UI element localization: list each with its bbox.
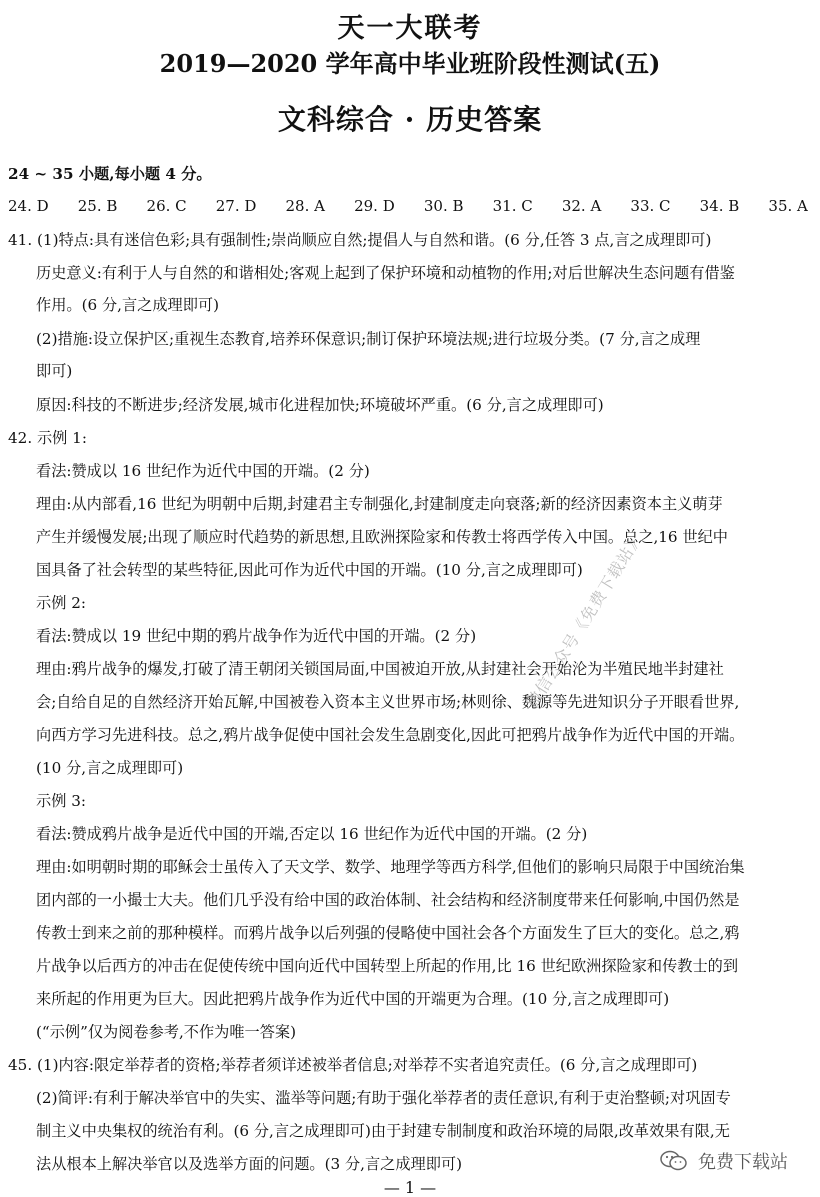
q42-line: 看法:赞成以 16 世纪作为近代中国的开端。(2 分) <box>36 462 370 480</box>
answer-30: 30. B <box>423 197 464 215</box>
q42-line: 理由:如明朝时期的耶稣会士虽传入了天文学、数学、地理学等西方科学,但他们的影响只局限于中国统治集 <box>36 858 745 876</box>
exam-title: 2019—2020 学年高中毕业班阶段性测试(五) <box>159 49 661 78</box>
q42-line: 会;自给自足的自然经济开始瓦解,中国被卷入资本主义世界市场;林则徐、魏源等先进知识分子开眼看世界, <box>36 693 740 711</box>
exam-organizer-title: 天一大联考 <box>337 13 483 44</box>
answer-26: 26. C <box>146 197 187 215</box>
q42-line: 理由:鸦片战争的爆发,打破了清王朝闭关锁国局面,中国被迫开放,从封建社会开始沦为半殖民地半封建社 <box>36 660 724 678</box>
q42-line: 理由:从内部看,16 世纪为明朝中后期,封建君主专制强化,封建制度走向衰落;新的经济因素资本主义萌芽 <box>36 495 723 513</box>
answer-31: 31. C <box>492 197 533 215</box>
answer-24: 24. D <box>8 197 49 215</box>
q41-line: 作用。(6 分,言之成理即可) <box>36 296 220 314</box>
q42-line: 示例 3: <box>36 792 86 810</box>
q42-line: 产生并缓慢发展;出现了顺应时代趋势的新思想,且欧洲探险家和传教士将西学传入中国。总之,16 世纪中 <box>36 528 728 546</box>
q42-line: 示例 2: <box>36 594 86 612</box>
q45-line: 法从根本上解决举官以及选举方面的问题。(3 分,言之成理即可) <box>36 1155 463 1173</box>
footer-logo <box>660 1148 788 1174</box>
q42-line: (10 分,言之成理即可) <box>36 759 184 777</box>
q42-line: 团内部的一小撮士大夫。他们几乎没有给中国的政治体制、社会结构和经济制度带来任何影响,中国仍然是 <box>36 891 740 909</box>
q42-line: 看法:赞成鸦片战争是近代中国的开端,否定以 16 世纪作为近代中国的开端。(2 分) <box>36 825 588 843</box>
q42-line: 国具备了社会转型的某些特征,因此可作为近代中国的开端。(10 分,言之成理即可) <box>36 561 583 579</box>
q45-line: (2)简评:有利于解决举官中的失实、滥举等问题;有助于强化举荐者的责任意识,有利于吏治整顿;对巩固专 <box>36 1089 731 1107</box>
diagonal-watermark: 微信公众号《免费下载站》 <box>522 528 647 712</box>
choice-answer-row <box>8 196 808 216</box>
answer-35: 35. A <box>768 197 808 215</box>
q42-line: 传教士到来之前的那种模样。而鸦片战争以后列强的侵略使中国社会各个方面发生了巨大的变化。总之,鸦 <box>36 924 740 942</box>
q41-line: 历史意义:有利于人与自然的和谐相处;客观上起到了保护环境和动植物的作用;对后世解决生态问题有借鉴 <box>36 264 735 282</box>
q42-line: 向西方学习先进科技。总之,鸦片战争促使中国社会发生急剧变化,因此可把鸦片战争作为近代中国的开端。 <box>36 726 745 744</box>
answer-25: 25. B <box>77 197 118 215</box>
q41-line: 41. (1)特点:具有迷信色彩;具有强制性;崇尚顺应自然;提倡人与自然和谐。(6 分,任答 3 点,言之成理即可) <box>8 231 712 249</box>
answer-27: 27. D <box>215 197 257 215</box>
q45-line: 45. (1)内容:限定举荐者的资格;举荐者须详述被举者信息;对举荐不实者追究责任。(6 分,言之成理即可) <box>8 1056 698 1074</box>
q45-line: 制主义中央集权的统治有利。(6 分,言之成理即可)由于封建专制制度和政治环境的局限,改革效果有限,无 <box>36 1122 730 1140</box>
answer-34: 34. B <box>699 197 740 215</box>
q41-line: (2)措施:设立保护区;重视生态教育,培养环保意识;制订保护环境法规;进行垃圾分类。(7 分,言之成理 <box>36 330 701 348</box>
answer-28: 28. A <box>285 197 325 215</box>
footer-logo-text: 免费下载站 <box>698 1152 788 1173</box>
page-number: — 1 — <box>383 1178 437 1197</box>
answer-32: 32. A <box>561 197 602 215</box>
choice-intro: 24 ~ 35 小题,每小题 4 分。 <box>8 165 212 183</box>
subject-title: 文科综合 · 历史答案 <box>277 103 543 136</box>
q41-line: 原因:科技的不断进步;经济发展,城市化进程加快;环境破坏严重。(6 分,言之成理即可) <box>36 396 604 414</box>
answer-29: 29. D <box>354 197 395 215</box>
q41-line: 即可) <box>36 362 73 380</box>
wechat-icon <box>660 1150 688 1172</box>
answer-33: 33. C <box>630 197 671 215</box>
q42-line: 42. 示例 1: <box>8 429 87 447</box>
q42-line: 看法:赞成以 19 世纪中期的鸦片战争作为近代中国的开端。(2 分) <box>36 627 477 645</box>
q42-line: 来所起的作用更为巨大。因此把鸦片战争作为近代中国的开端更为合理。(10 分,言之成理即可) <box>36 990 670 1008</box>
q42-line: 片战争以后西方的冲击在促使传统中国向近代中国转型上所起的作用,比 16 世纪欧洲探险家和传教士的到 <box>36 957 739 975</box>
q42-note: (“示例”仅为阅卷参考,不作为唯一答案) <box>36 1023 297 1041</box>
